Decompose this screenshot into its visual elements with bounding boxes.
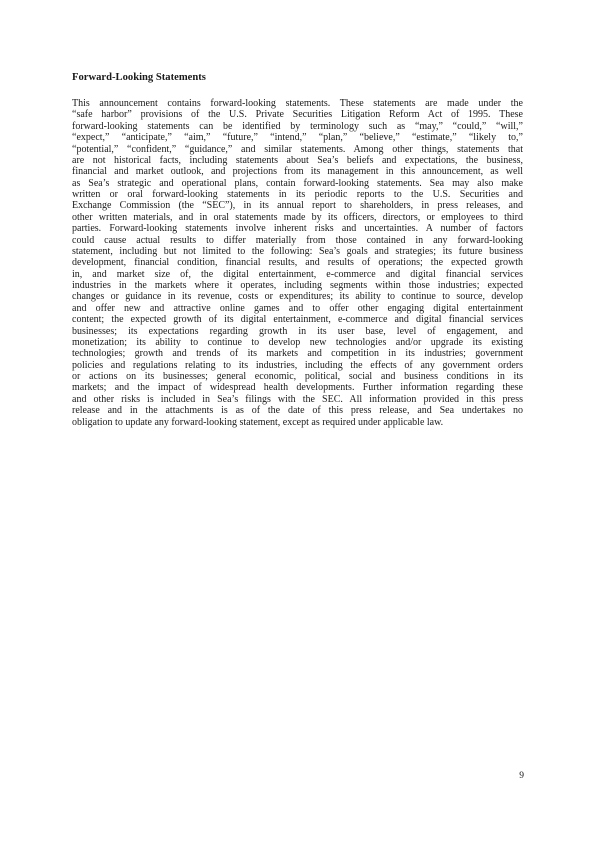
paragraph-line: changes or guidance in its revenue, costs or expenditures; its ability to continue to source, develop: [72, 291, 523, 303]
paragraph-line: markets; and the impact of widespread health developments. Further information regarding these: [72, 382, 523, 394]
paragraph-line: content; the expected growth of its digital entertainment, e-commerce and digital financial services: [72, 314, 523, 326]
paragraph-line: and other risks is included in Sea’s filings with the SEC. All information provided in this press: [72, 393, 523, 405]
paragraph-line: are not historical facts, including statements about Sea’s beliefs and expectations, the business,: [72, 154, 523, 166]
paragraph-line: Exchange Commission (the “SEC”), in its annual report to shareholders, in press releases, and: [72, 200, 523, 212]
paragraph-line: financial and market outlook, and projections from its management in this announcement, as well: [72, 166, 523, 178]
paragraph-line: as Sea’s strategic and operational plans, contain forward-looking statements. Sea may also make: [72, 177, 523, 189]
paragraph-line: monetization; its ability to continue to develop new technologies and/or upgrade its existing: [72, 336, 523, 348]
paragraph-line: written or oral forward-looking statements in its periodic reports to the U.S. Securities and: [72, 189, 523, 200]
paragraph-line: obligation to update any forward-looking statement, except as required under applicable law.: [72, 416, 444, 428]
paragraph-line: could cause actual results to differ materially from those contained in any forward-looking: [72, 234, 523, 246]
paragraph-line: forward-looking statements can be identified by terminology such as “may,” “could,” “will,”: [72, 120, 523, 132]
paragraph-line: development, financial condition, financial results, and results of operations; the expected growth: [72, 257, 523, 269]
paragraph-line: “safe harbor” provisions of the U.S. Private Securities Litigation Reform Act of 1995. These: [72, 109, 523, 121]
paragraph-line: release and in the attachments is as of the date of this press release, and Sea undertakes no: [72, 405, 523, 417]
paragraph-line: businesses; its expectations regarding growth in its user base, level of engagement, and: [72, 325, 523, 337]
forward-looking-paragraph: [72, 98, 523, 428]
page-number: 9: [519, 771, 524, 781]
paragraph-line: policies and regulations relating to its industries, including the effects of any government orders: [72, 359, 523, 371]
paragraph-line: parties. Forward-looking statements involve inherent risks and uncertainties. A number of factors: [72, 223, 523, 235]
paragraph-line: or actions on its businesses; general economic, political, social and business conditions in its: [72, 371, 523, 382]
section-heading: Forward-Looking Statements: [72, 72, 206, 83]
paragraph-line: technologies; growth and trends of its markets and competition in its industries; government: [72, 348, 523, 360]
paragraph-line: industries in the markets where it operates, including segments within those industries; expected: [72, 280, 523, 291]
paragraph-line: “potential,” “confident,” “guidance,” and similar statements. Among other things, statements that: [72, 143, 523, 155]
paragraph-line: statement, including but not limited to the following: Sea’s goals and strategies; its future business: [72, 245, 523, 257]
paragraph-line: “expect,” “anticipate,” “aim,” “future,” “intend,” “plan,” “believe,” “estimate,” “likely to,”: [72, 132, 523, 144]
paragraph-line: This announcement contains forward-looking statements. These statements are made under the: [72, 98, 523, 109]
paragraph-line: other written materials, and in oral statements made by its officers, directors, or employees to third: [72, 211, 523, 223]
paragraph-line: and offer new and attractive online games and to offer other engaging digital entertainment: [72, 302, 523, 314]
paragraph-line: in, and market size of, the digital entertainment, e-commerce and digital financial services: [72, 268, 523, 280]
